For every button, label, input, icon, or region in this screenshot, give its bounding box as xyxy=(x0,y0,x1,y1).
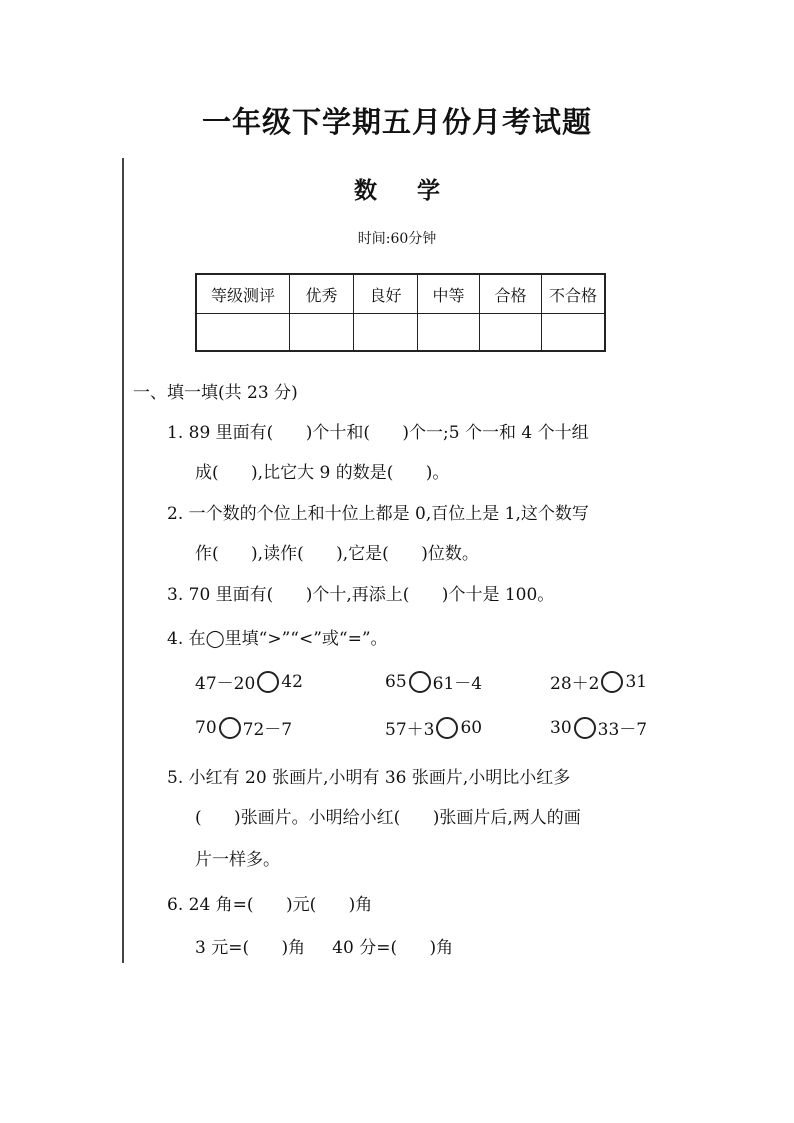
grade-table xyxy=(195,273,606,352)
compare-circle[interactable] xyxy=(574,717,596,739)
compare-circle[interactable] xyxy=(601,671,623,693)
compare-circle[interactable] xyxy=(257,671,279,693)
question-5-line-2: ( )张画片。小明给小红( )张画片后,两人的画 xyxy=(195,808,581,828)
compare-circle[interactable] xyxy=(436,717,458,739)
grade-blank-cell[interactable] xyxy=(480,314,542,352)
compare-left: 70 xyxy=(195,717,217,738)
question-3: 3. 70 里面有( )个十,再添上( )个十是 100。 xyxy=(167,585,555,605)
compare-right: 72－7 xyxy=(242,720,293,740)
compare-item xyxy=(195,669,303,694)
section-1-heading: 一、填一填(共 23 分) xyxy=(133,383,298,403)
compare-circle[interactable] xyxy=(219,717,241,739)
compare-right: 61－4 xyxy=(432,674,483,694)
grade-blank-cell[interactable] xyxy=(418,314,480,352)
grade-header-cell: 中等 xyxy=(418,274,480,314)
compare-left: 65 xyxy=(385,671,407,692)
subject-title: 数学 xyxy=(354,178,480,204)
grade-table-blank-row xyxy=(196,314,605,352)
question-5-line-3: 片一样多。 xyxy=(195,850,280,870)
grade-blank-cell[interactable] xyxy=(354,314,418,352)
question-1-line-2: 成( ),比它大 9 的数是( )。 xyxy=(195,463,450,483)
grade-header-cell: 优秀 xyxy=(290,274,354,314)
grade-blank-cell[interactable] xyxy=(290,314,354,352)
compare-item xyxy=(385,715,482,740)
compare-item xyxy=(550,715,647,740)
margin-line xyxy=(122,158,124,963)
grade-table-header-row xyxy=(196,274,605,314)
compare-right: 31 xyxy=(625,671,648,692)
compare-item xyxy=(550,669,647,694)
question-6-line-2: 3 元=( )角 40 分=( )角 xyxy=(195,938,454,958)
question-2-line-2: 作( ),读作( ),它是( )位数。 xyxy=(195,544,479,564)
question-4: 4. 在◯里填“>”“<”或“=”。 xyxy=(167,629,388,649)
grade-blank-cell[interactable] xyxy=(196,314,290,352)
question-2-line-1: 2. 一个数的个位上和十位上都是 0,百位上是 1,这个数写 xyxy=(167,504,589,524)
question-1-line-1: 1. 89 里面有( )个十和( )个一;5 个一和 4 个十组 xyxy=(167,423,589,443)
question-5-line-1: 5. 小红有 20 张画片,小明有 36 张画片,小明比小红多 xyxy=(167,768,571,788)
compare-left: 47－20 xyxy=(195,674,256,694)
compare-left: 30 xyxy=(550,717,572,738)
compare-right: 42 xyxy=(281,671,303,692)
grade-header-cell: 等级测评 xyxy=(196,274,290,314)
question-6-line-1: 6. 24 角=( )元( )角 xyxy=(167,895,373,915)
compare-item xyxy=(195,715,292,740)
compare-item xyxy=(385,669,482,694)
compare-right: 33－7 xyxy=(597,720,648,740)
grade-header-cell: 合格 xyxy=(480,274,542,314)
compare-left: 57＋3 xyxy=(385,720,435,740)
grade-header-cell: 良好 xyxy=(354,274,418,314)
compare-left: 28＋2 xyxy=(550,674,600,694)
time-limit: 时间:60分钟 xyxy=(357,231,437,247)
grade-blank-cell[interactable] xyxy=(542,314,606,352)
compare-circle[interactable] xyxy=(409,671,431,693)
document-title: 一年级下学期五月份月考试题 xyxy=(201,105,592,139)
compare-right: 60 xyxy=(460,717,483,738)
grade-header-cell: 不合格 xyxy=(542,274,606,314)
